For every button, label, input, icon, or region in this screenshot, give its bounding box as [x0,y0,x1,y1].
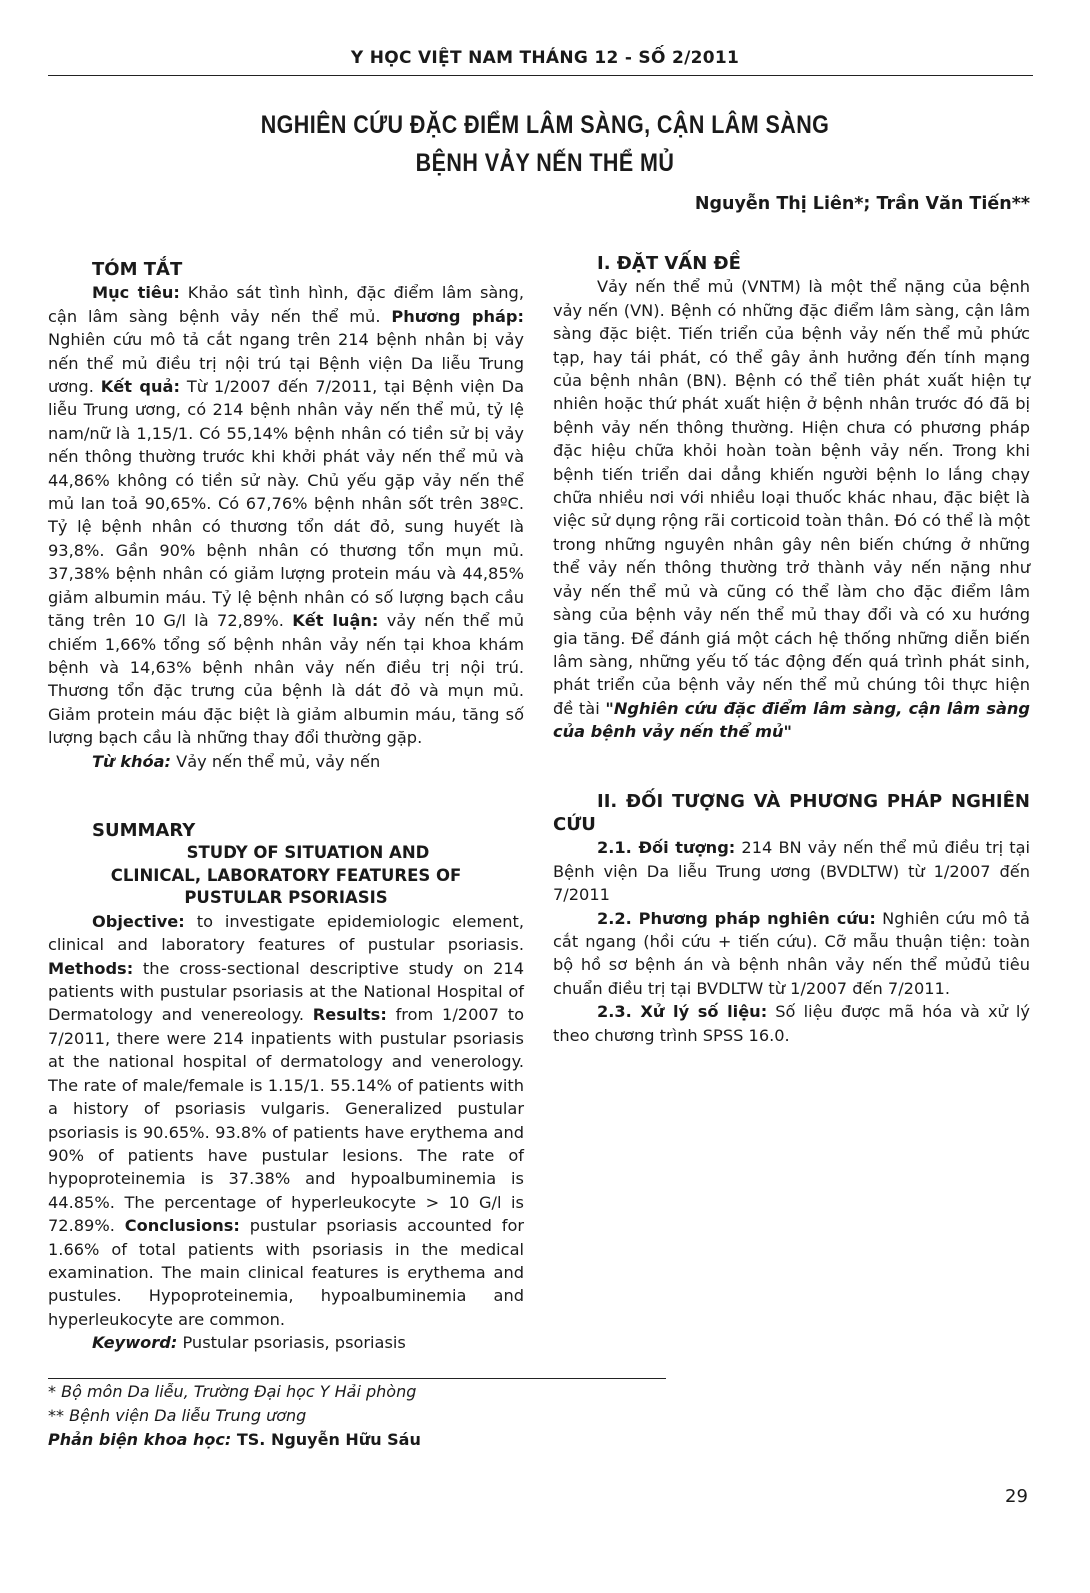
text: Số liệu được mã hóa và xử lý theo chương trình SPSS 16.0. [553,1002,1030,1045]
summary-heading: SUMMARY [92,819,196,841]
study-title-quote: "Nghiên cứu đặc điểm lâm sàng, cận lâm sàng của bệnh vảy nến thể mủ" [553,698,1031,742]
abstract-vi-keywords [48,750,524,773]
section-2-1 [553,836,1030,906]
reviewer [48,1428,421,1452]
abstract-vi-heading: TÓM TẮT [92,259,183,280]
section-1-heading: I. ĐẶT VẤN ĐỀ [597,253,741,274]
label-results: Kết quả: [100,377,180,397]
section-1-body [553,275,1030,743]
label-methods: Methods: [48,958,134,978]
label-conclusion: Kết luận: [292,611,379,631]
footnote-2: ** Bệnh viện Da liễu Trung ương [48,1406,307,1425]
label-conclusions: Conclusions: [124,1216,240,1236]
summary-keywords [48,1331,524,1354]
section-2-heading: II. ĐỐI TƯỢNG VÀ PHƯƠNG PHÁP NGHIÊN CỨU [553,790,1030,835]
text: the cross-sectional descriptive study on 214 patients with pustular psoriasis at the National Hospital of Dermatology and venereology. [48,958,524,1025]
label: 2.3. Xử lý số liệu: [597,1002,768,1022]
reviewer-name: TS. Nguyễn Hữu Sáu [231,1430,421,1449]
title-line-2: BỆNH VẢY NẾN THỂ MỦ [415,149,675,177]
summary-title: STUDY OF SITUATION AND CLINICAL, LABORATORY FEATURES OF PUSTULAR PSORIASIS [110,843,462,908]
left-column [48,258,524,1355]
keywords: Vảy nến thể mủ, vảy nến [171,751,381,771]
label: 2.2. Phương pháp nghiên cứu: [597,908,876,928]
section-2-2 [553,907,1030,1001]
text: Vảy nến thể mủ (VNTM) là một thể nặng của bệnh vảy nến (VN). Bệnh có những đặc điểm lâm sàng, cận lâm sàng đặc biệt. Tiến triển của bệnh vảy nến thể mủ phức tạp, hay tái phát, có thể gây ảnh hưởng đến tính mạng của bệnh nhân (BN). Bệnh có thể tiên phát xuất hiện tự nhiên hoặc thứ phát xuất hiện ở bệnh nhân trước đó đã bị bệnh vảy nến thông thường. Hiện chưa có phương pháp đặc hiệu chữa khỏi hoàn toàn bệnh vảy nến. Trong khi bệnh tiến triển dai dẳng khiến người bệnh lo lắng chạy chữa nhiều nơi với nhiều loại thuốc khác nhau, đặc biệt là việc sử dụng rộng rãi corticoid toàn thân. Đó có thể là một trong những nguyên nhân gây nên biến chứng ở những thể vảy nến thông thường trở thành vảy nến nặng như vảy nến thể mủ và cũng có thể làm cho đặc điểm lâm sàng của bệnh vảy nến thể mủ thay đổi và có xu hướng gia tăng. Để đánh giá một cách hệ thống những diễn biến lâm sàng, những yếu tố tác động đến quá trình phát sinh, phát triển của bệnh vảy nến thể mủ chúng tôi thực hiện đề tài [553,277,1030,718]
footnotes [48,1380,421,1452]
text: vảy nến thể mủ chiếm 1,66% tổng số bệnh nhân vảy nến tại khoa khám bệnh và 14,63% bệnh nhân vảy nến điều trị nội trú. Thương tổn đặc trưng của bệnh là dát đỏ và mụn mủ. Giảm protein máu đặc biệt là giảm albumin máu, tăng số lượng bạch cầu là những thay đổi thường gặp. [48,611,525,748]
authors: Nguyễn Thị Liên*; Trần Văn Tiến** [694,194,1030,214]
keyword-label: Keyword: [92,1333,178,1353]
journal-header: Y HỌC VIỆT NAM THÁNG 12 - SỐ 2/2011 [350,48,740,68]
label-objective: Objective: [92,911,185,931]
right-column [553,252,1030,1047]
summary-body [48,910,524,1331]
text: 214 BN vảy nến thể mủ điều trị tại Bệnh viện Da liễu Trung ương (BVDLTW) từ 1/2007 đến 7/2011 [553,838,1030,905]
text: Từ 1/2007 đến 7/2011, tại Bệnh viện Da liễu Trung ương, có 214 bệnh nhân vảy nến thể mủ, tỷ lệ nam/nữ là 1,15/1. Có 55,14% bệnh nhân có tiền sử bị vảy nến thông thường trước khi khởi phát vảy nến thể mủ và 44,86% không có tiền sử này. Chủ yếu gặp vảy nến thể mủ lan toả 90,65%. Có 67,76% bệnh nhân sốt trên 38ºC. Tỷ lệ bệnh nhân có thương tổn dát đỏ, sung huyết là 93,8%. Gần 90% bệnh nhân có thương tổn mụn mủ. 37,38% bệnh nhân có giảm lượng protein máu và 44,85% giảm albumin máu. Tỷ lệ bệnh nhân có số lượng bạch cầu tăng trên 10 G/l là 72,89%. [48,377,524,631]
text: pustular psoriasis accounted for 1.66% of total patients with psoriasis in the medical examination. The main clinical features is erythema and pustules. Hypoproteinemia, hypoalbuminemia and hyperleukocyte are common. [48,1216,524,1329]
keywords-label: Từ khóa: [92,751,172,771]
text: to investigate epidemiologic element, clinical and laboratory features of pustular psoriasis. [48,911,524,955]
section-2-3 [553,1000,1030,1047]
text: Nghiên cứu mô tả cắt ngang (hồi cứu + tiến cứu). Cỡ mẫu thuận tiện: toàn bộ hồ sơ bệnh án và bệnh nhân vảy nến thể mủđủ tiêu chuẩn điều trị tại BVDLTW từ 1/2007 đến 7/2011. [553,908,1030,998]
reviewer-label: Phản biện khoa học: [48,1430,232,1449]
text: Khảo sát tình hình, đặc điểm lâm sàng, cận lâm sàng bệnh vảy nến thể mủ. [48,283,524,326]
abstract-vi-body [48,281,524,749]
footnote-rule [48,1378,666,1379]
article-title [76,106,1013,182]
footnote-1: * Bộ môn Da liễu, Trường Đại học Y Hải phòng [48,1382,417,1401]
label-method: Phương pháp: [391,306,524,326]
text: from 1/2007 to 7/2011, there were 214 inpatients with pustular psoriasis at the national hospital of dermatology and venerology. The rate of male/female is 1.15/1. 55.14% of patients with a history of psoriasis vulgaris. Generalized pustular psoriasis is 90.65%. 93.8% of patients have erythema and 90% of patients have pustular lesions. The rate of hypoproteinemia is 37.38% and hypoalbuminemia is 44.85%. The percentage of hyperleukocyte > 10 G/l is 72.89%. [48,1005,524,1236]
title-line-1: NGHIÊN CỨU ĐẶC ĐIỂM LÂM SÀNG, CẬN LÂM SÀNG [260,111,830,139]
text: Nghiên cứu mô tả cắt ngang trên 214 bệnh nhân bị vảy nến thể mủ điều trị nội trú tại Bệnh viện Da liễu Trung ương. [48,330,524,397]
keywords: Pustular psoriasis, psoriasis [177,1333,406,1353]
label: 2.1. Đối tượng: [597,838,736,858]
header-rule [48,75,1033,76]
page-number: 29 [1005,1486,1028,1507]
label-results: Results: [312,1005,387,1025]
label-objective: Mục tiêu: [92,283,180,303]
